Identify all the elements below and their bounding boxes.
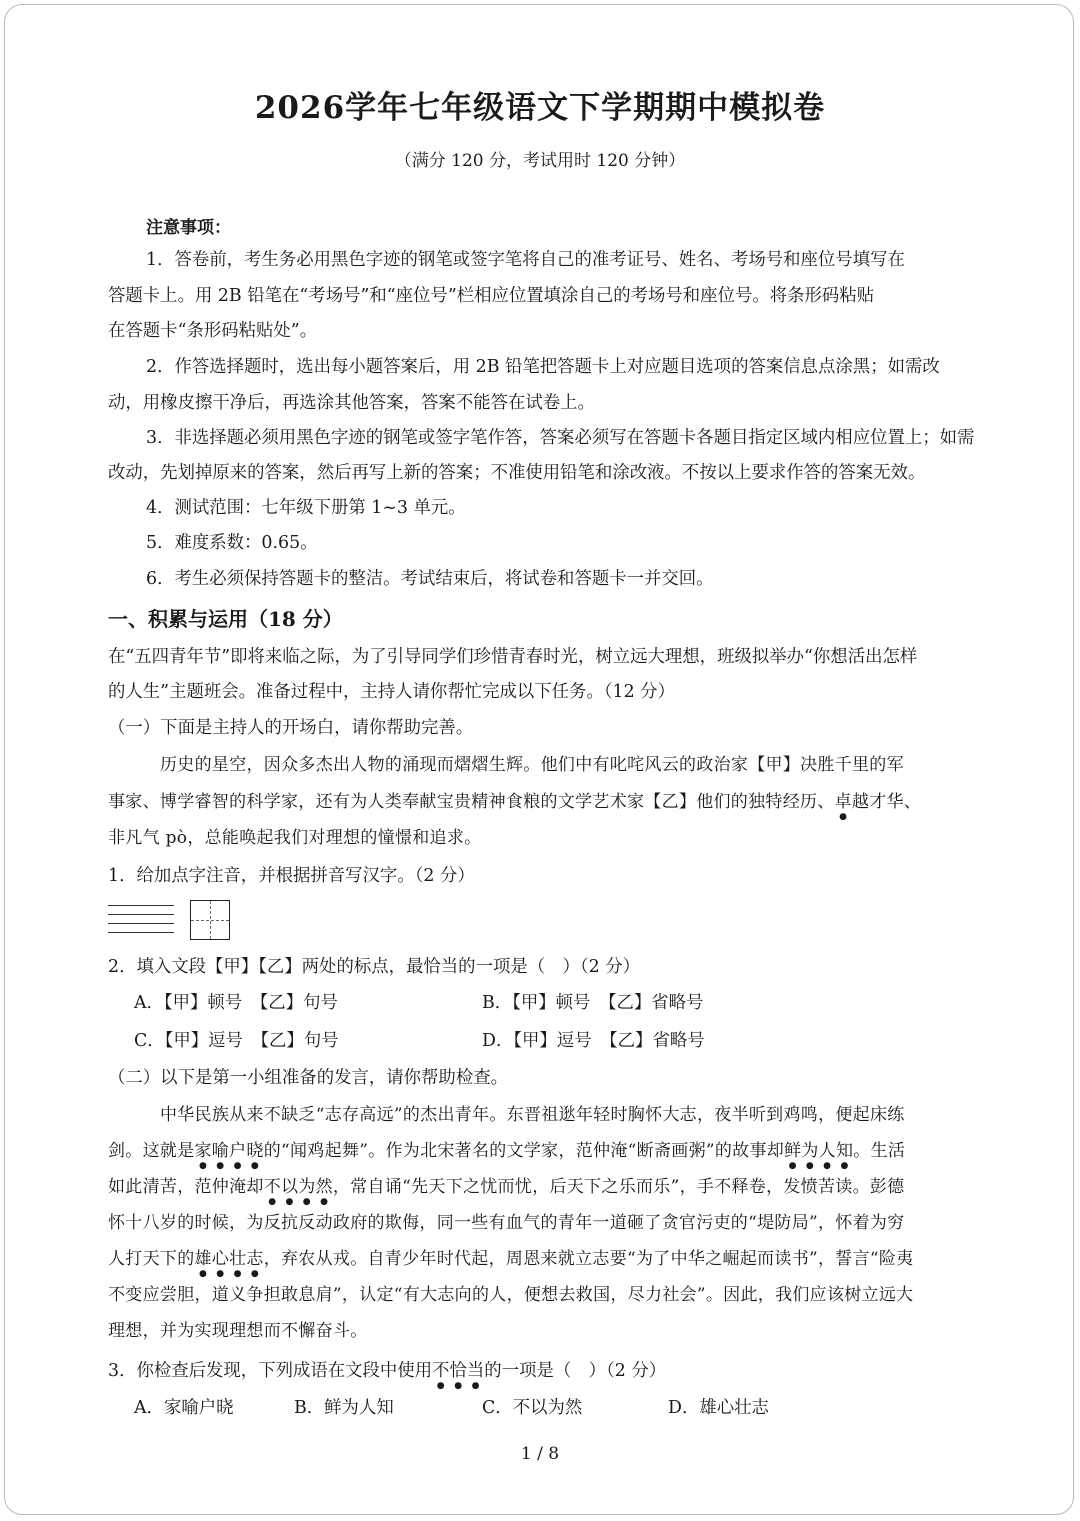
question-1: 1．给加点字注音，并根据拼音写汉字。（2 分） [108, 866, 475, 886]
notice-line: 答题卡上。用 2B 铅笔在“考场号”和“座位号”栏相应位置填涂自己的考场号和座位号。将条形码粘贴 [108, 286, 875, 306]
notice-line: 1．答卷前，考生务必用黑色字迹的钢笔或签字笔将自己的准考证号、姓名、考场号和座位号填写在 [146, 250, 905, 270]
section-intro-line: 在“五四青年节”即将来临之际，为了引导同学们珍惜青春时光，树立远大理想，班级拟举办“你想活出怎样 [108, 647, 918, 667]
option-a: A．家喻户晓 [134, 1398, 234, 1418]
passage-line: 剑。这就是家喻户晓的“闻鸡起舞”。作为北宋著名的文学家，范仲淹“断斋画粥”的故事却鲜为人知。生活 [108, 1141, 906, 1161]
dotted-char: 卓 [834, 792, 852, 812]
option-d: D．【甲】逗号 【乙】省略号 [482, 1031, 705, 1051]
option-a: A．【甲】顿号 【乙】句号 [134, 993, 338, 1013]
notice-line: 6．考生必须保持答题卡的整洁。考试结束后，将试卷和答题卡一并交回。 [146, 569, 714, 589]
notice-heading: 注意事项： [146, 218, 231, 238]
section-heading: 一、积累与运用（18 分） [108, 607, 343, 631]
notice-line: 2．作答选择题时，选出每小题答案后，用 2B 铅笔把答题卡上对应题目选项的答案信息点涂黑；如需改 [146, 357, 940, 377]
notice-line: 改动，先划掉原来的答案，然后再写上新的答案；不准使用铅笔和涂改液。不按以上要求作答的答案无效。 [108, 463, 926, 483]
notice-line: 4．测试范围：七年级下册第 1~3 单元。 [146, 498, 466, 518]
passage-line: 理想，并为实现理想而不懈奋斗。 [108, 1321, 368, 1341]
option-b: B．鲜为人知 [294, 1398, 394, 1418]
passage-line: 事家、博学睿智的科学家，还有为人类奉献宝贵精神食粮的文学艺术家【乙】他们的独特经历、卓越才华、 [108, 792, 922, 812]
question-2: 2．填入文段【甲】【乙】两处的标点，最恰当的一项是（ ）（2 分） [108, 957, 640, 977]
page-number: 1 / 8 [520, 1444, 560, 1464]
passage-line: 如此清苦，范仲淹却不以为然，常自诵“先天下之忧而忧，后天下之乐而乐”，手不释卷，发愤苦读。彭德 [108, 1177, 905, 1197]
passage-line: 怀十八岁的时候，为反抗反动政府的欺侮，同一些有血气的青年一道砸了贪官污吏的“堤防局”，怀着为穷 [108, 1213, 905, 1233]
option-d: D．雄心壮志 [668, 1398, 769, 1418]
notice-line: 5．难度系数：0.65。 [146, 533, 318, 553]
character-writing-box [190, 900, 230, 940]
passage-line: 非凡气 pò，总能唤起我们对理想的憧憬和追求。 [108, 828, 482, 848]
section-intro-line: 的人生”主题班会。准备过程中，主持人请你帮忙完成以下任务。（12 分） [108, 682, 675, 702]
notice-line: 动，用橡皮擦干净后，再选涂其他答案，答案不能答在试卷上。 [108, 393, 595, 413]
passage-line: 中华民族从来不缺乏“志存高远”的杰出青年。东晋祖逖年轻时胸怀大志，夜半听到鸡鸣，便起床练 [160, 1105, 905, 1125]
part2-label: （二）以下是第一小组准备的发言，请你帮助检查。 [108, 1068, 508, 1088]
notice-line: 3．非选择题必须用黑色字迹的钢笔或签字笔作答，答案必须写在答题卡各题目指定区域内相应位置上；如需 [146, 428, 975, 448]
notice-line: 在答题卡“条形码粘贴处”。 [108, 321, 318, 341]
option-c: C．【甲】逗号 【乙】句号 [134, 1031, 339, 1051]
exam-title: 2026学年七年级语文下学期期中模拟卷 [254, 90, 826, 126]
passage-line: 人打天下的雄心壮志，弃农从戎。自青少年时代起，周恩来就立志要“为了中华之崛起而读书”，誓言“险夷 [108, 1249, 914, 1269]
option-b: B．【甲】顿号 【乙】省略号 [482, 993, 704, 1013]
question-3: 3．你检查后发现，下列成语在文段中使用不恰当的一项是（ ）（2 分） [108, 1361, 667, 1381]
exam-subtitle: （满分 120 分，考试用时 120 分钟） [394, 151, 686, 171]
part1-label: （一）下面是主持人的开场白，请你帮助完善。 [108, 718, 474, 738]
passage-line: 不变应尝胆，道义争担敢息肩”，认定“有大志向的人，便想去救国，尽力社会”。因此，我们应该树立远大 [108, 1285, 914, 1305]
option-c: C．不以为然 [482, 1398, 583, 1418]
pinyin-writing-lines [108, 905, 174, 935]
passage-line: 历史的星空，因众多杰出人物的涌现而熠熠生辉。他们中有叱咤风云的政治家【甲】决胜千里的军 [160, 755, 904, 775]
